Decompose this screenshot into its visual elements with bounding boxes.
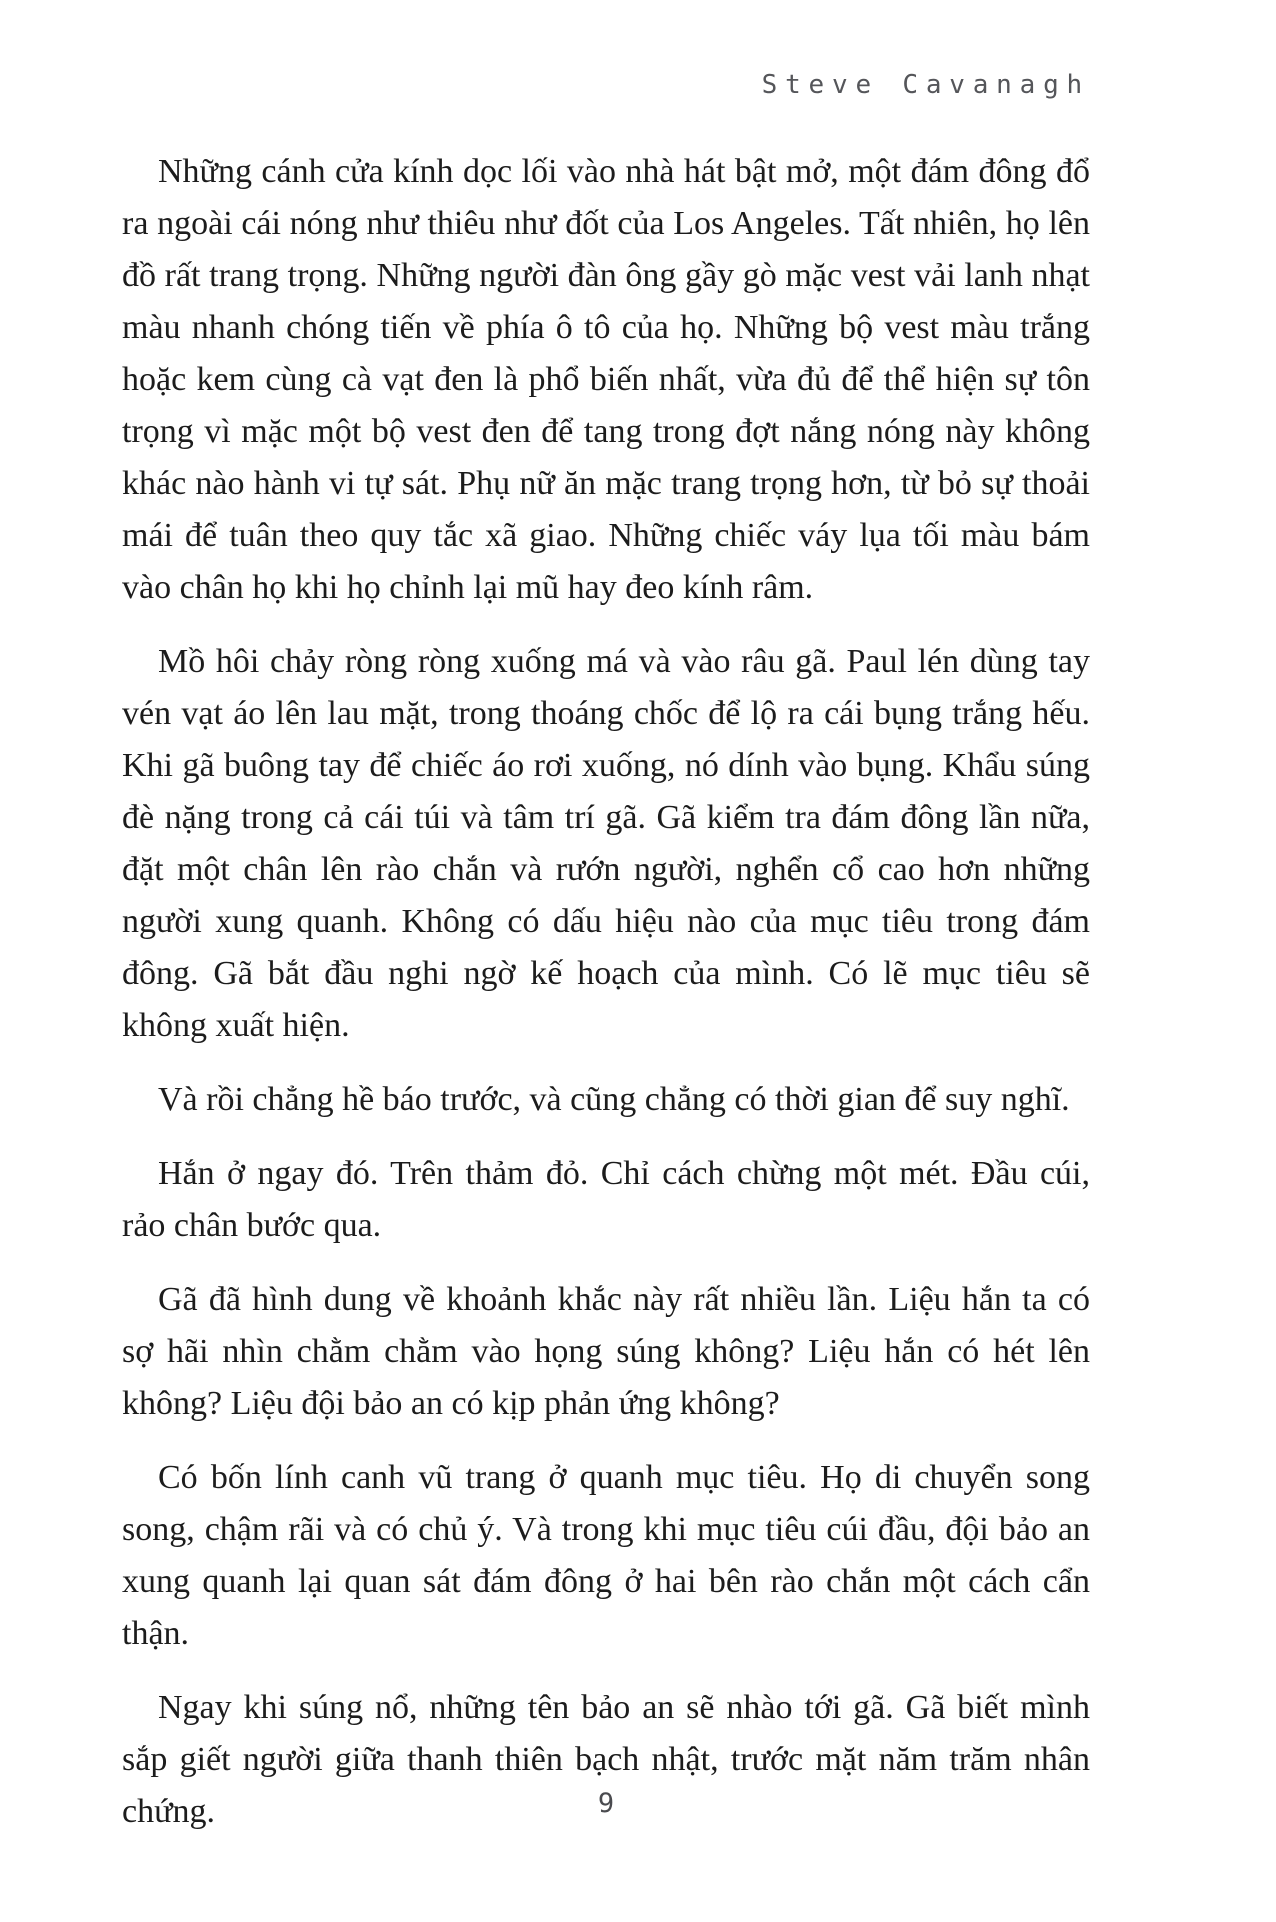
body-text-block	[122, 146, 1090, 1860]
running-header-author: Steve Cavanagh	[761, 70, 1090, 100]
body-paragraph: Có bốn lính canh vũ trang ở quanh mục tiêu. Họ di chuyển song song, chậm rãi và có chủ ý. Và trong khi mục tiêu cúi đầu, đội bảo an xung quanh lại quan sát đám đông ở hai bên rào chắn một cách cẩn thận.	[122, 1459, 1090, 1652]
body-paragraph: Những cánh cửa kính dọc lối vào nhà hát bật mở, một đám đông đổ ra ngoài cái nóng như thiêu như đốt của Los Angeles. Tất nhiên, họ lên đồ rất trang trọng. Những người đàn ông gầy gò mặc vest vải lanh nhạt màu nhanh chóng tiến về phía ô tô của họ. Những bộ vest màu trắng hoặc kem cùng cà vạt đen là phổ biến nhất, vừa đủ để thể hiện sự tôn trọng vì mặc một bộ vest đen để tang trong đợt nắng nóng này không khác nào hành vi tự sát. Phụ nữ ăn mặc trang trọng hơn, từ bỏ sự thoải mái để tuân theo quy tắc xã giao. Những chiếc váy lụa tối màu bám vào chân họ khi họ chỉnh lại mũ hay đeo kính râm.	[122, 153, 1090, 606]
body-paragraph: Mồ hôi chảy ròng ròng xuống má và vào râu gã. Paul lén dùng tay vén vạt áo lên lau mặt, trong thoáng chốc để lộ ra cái bụng trắng hếu. Khi gã buông tay để chiếc áo rơi xuống, nó dính vào bụng. Khẩu súng đè nặng trong cả cái túi và tâm trí gã. Gã kiểm tra đám đông lần nữa, đặt một chân lên rào chắn và rướn người, nghển cổ cao hơn những người xung quanh. Không có dấu hiệu nào của mục tiêu trong đám đông. Gã bắt đầu nghi ngờ kế hoạch của mình. Có lẽ mục tiêu sẽ không xuất hiện.	[122, 643, 1090, 1044]
page-number: 9	[597, 1788, 615, 1819]
body-paragraph: Ngay khi súng nổ, những tên bảo an sẽ nhào tới gã. Gã biết mình sắp giết người giữa thanh thiên bạch nhật, trước mặt năm trăm nhân chứng.	[122, 1689, 1090, 1830]
body-paragraph: Và rồi chẳng hề báo trước, và cũng chẳng có thời gian để suy nghĩ.	[158, 1081, 1070, 1118]
body-paragraph: Hắn ở ngay đó. Trên thảm đỏ. Chỉ cách chừng một mét. Đầu cúi, rảo chân bước qua.	[122, 1155, 1090, 1244]
page-footer	[122, 1788, 1090, 1819]
body-paragraph: Gã đã hình dung về khoảnh khắc này rất nhiều lần. Liệu hắn ta có sợ hãi nhìn chằm chằm vào họng súng không? Liệu hắn có hét lên không? Liệu đội bảo an có kịp phản ứng không?	[122, 1281, 1090, 1422]
